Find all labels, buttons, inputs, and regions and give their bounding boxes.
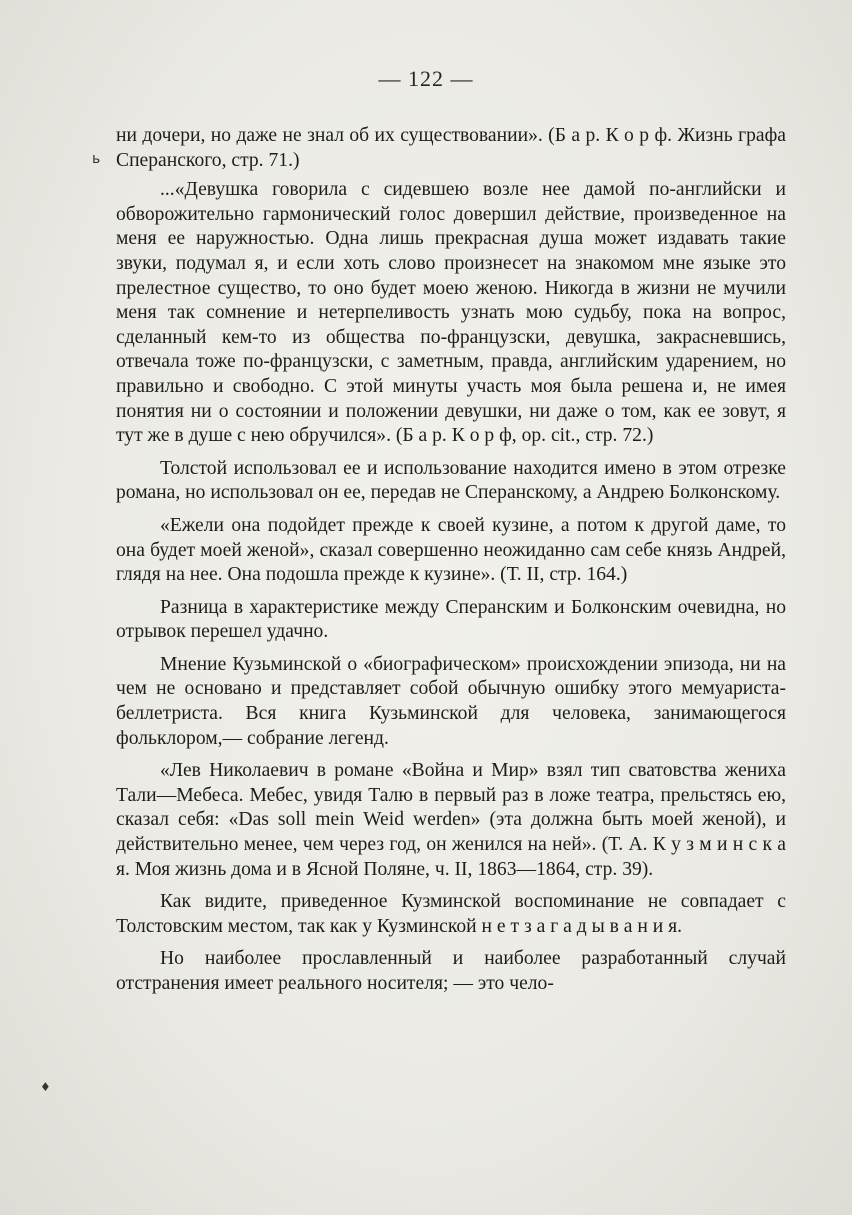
paragraph-kuzminskaya-opinion: Мнение Кузьминской о «биографическом» происхождении эпизода, ни на чем не основано и представляет собой обычную ошибку этого мемуариста-беллетриста. Вся книга Кузьминской для человека, занимающегося фольклором,— собрание легенд. — [116, 653, 786, 749]
body-text — [116, 124, 786, 1005]
margin-mark-bottom: ♦ — [40, 1080, 51, 1094]
paragraph-quote-andrei: «Ежели она подойдет прежде к своей кузине, а потом к другой даме, то она будет моей женой», сказал совершенно неожиданно сам себе князь Андрей, глядя на нее. Она подошла прежде к кузине». (Т. II, стр. 164.) — [116, 514, 786, 586]
paragraph-comparison: Как видите, приведенное Кузминской воспоминание не совпадает с Толстовским местом, так как у Кузминской н е т з а г а д ы в а н и я. — [116, 891, 786, 937]
paragraph-closing: Но наиболее прославленный и наиболее разработанный случай отстранения имеет реального носителя; — это чело- — [116, 948, 786, 994]
paragraph-continuation: ни дочери, но даже не знал об их существовании». (Б а р. К о р ф. Жизнь графа Сперанского, стр. 71.) — [116, 125, 786, 171]
paragraph-difference: Разница в характеристике между Сперанским и Болконским очевидна, но отрывок перешел удачно. — [116, 596, 786, 643]
paragraph-quote-korf: ...«Девушка говорила с сидевшею возле нее дамой по-английски и обворожительно гармонический голос довершил действие, произведенное на меня ее наружностью. Одна лишь прекрасная душа может издавать такие звуки, подумал я, и если хоть слово произнесет на знакомом мне языке это прелестное существо, то оно будет моею женою. Никогда в жизни не мучили меня так сомнение и нетерпеливость узнать мою судьбу, пока на вопрос, сделанный кем-то из общества по-французски, девушка, закрасневшись, отвечала тоже по-французски, с заметным, правда, английским ударением, но правильно и свободно. С этой минуты участь моя была решена и, не имея понятия ни о состоянии и положении девушки, ни даже о том, как ее зовут, я тут же в душе с нею обручился». (Б а р. К о р ф, op. cit., стр. 72.) — [116, 179, 786, 447]
page-number: — 122 — — [378, 66, 474, 91]
paragraph-quote-kuzminskaya: «Лев Николаевич в романе «Война и Мир» взял тип сватовства жениха Тали—Мебеса. Мебес, увидя Талю в первый раз в ложе театра, прельстясь ею, сказал себя: «Das soll mein Weid werden» (эта должна быть моей женой), и действительно менее, чем через год, он женился на ней». (Т. А. К у з м и н с к а я. Моя жизнь дома и в Ясной Поляне, ч. II, 1863—1864, стр. 39). — [116, 760, 786, 880]
paragraph-tolstoy-usage: Толстой использовал ее и использование находится имено в этом отрезке романа, но использовал он ее, передав не Сперанскому, а Андрею Болконскому. — [116, 457, 786, 504]
margin-mark-top: ь — [92, 151, 101, 167]
